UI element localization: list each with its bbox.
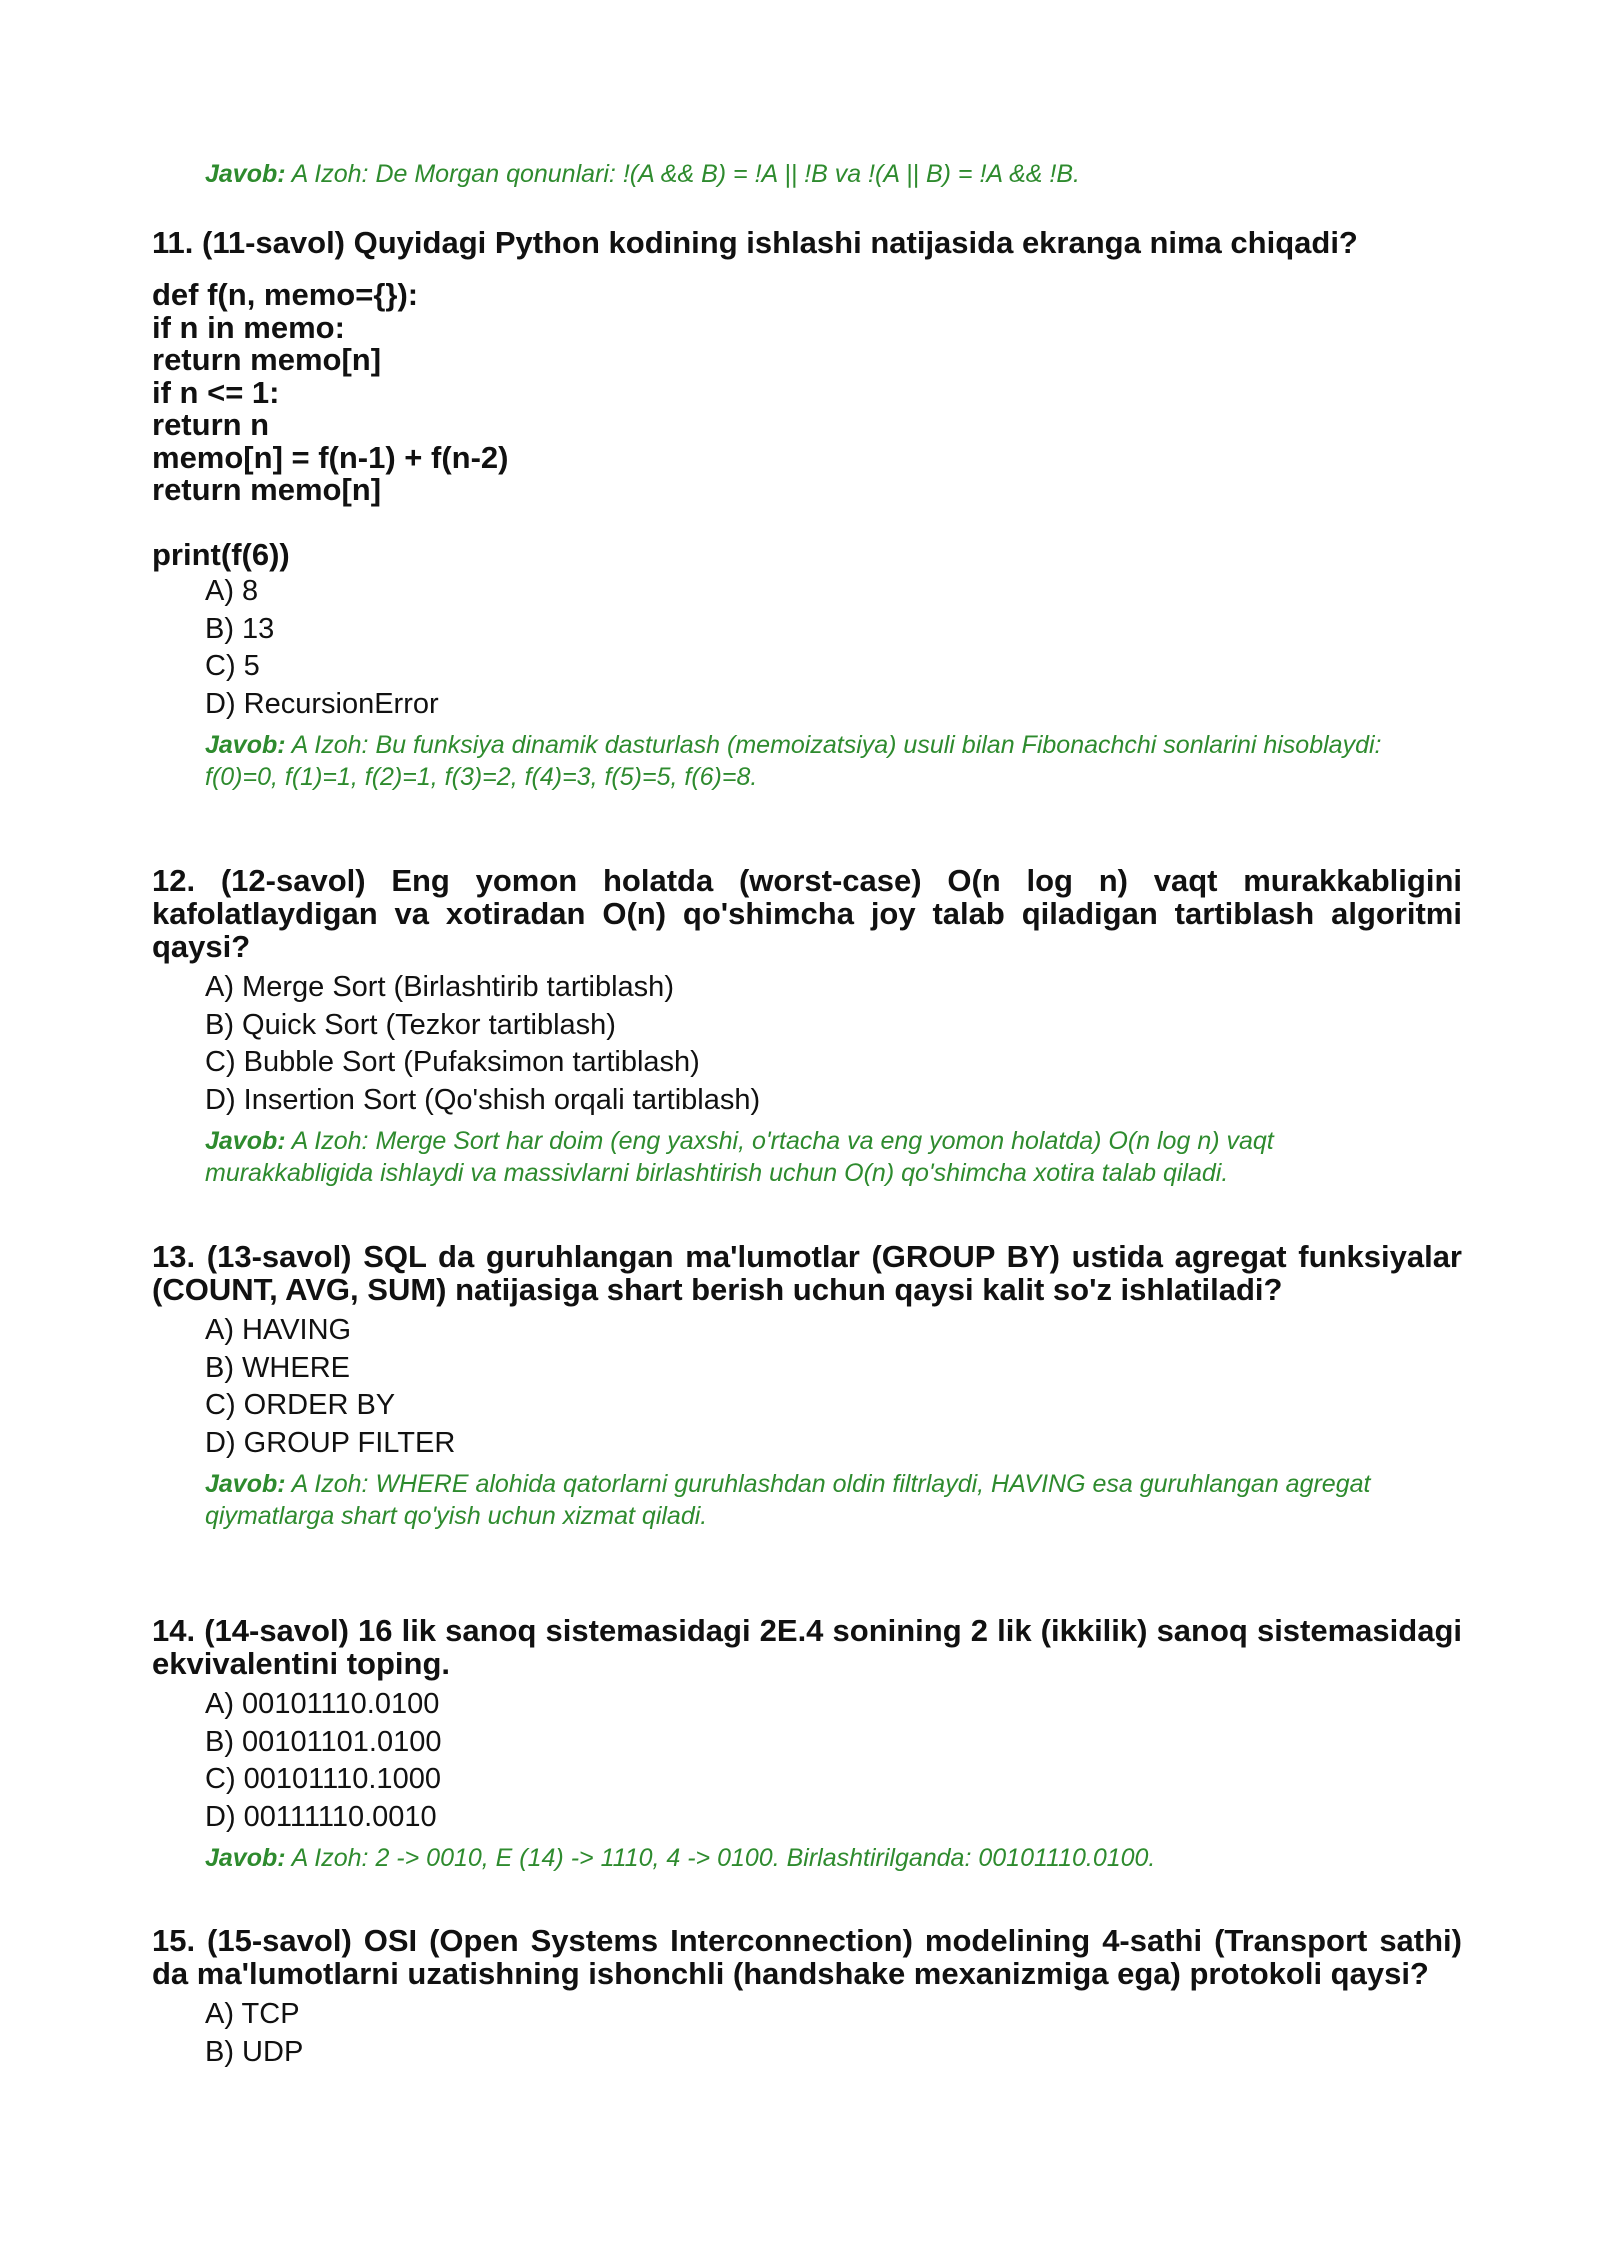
question-title: 11. (11-savol) Quyidagi Python kodining ishlashi natijasida ekranga nima chiqadi? [152, 225, 1358, 260]
code-line: return n [152, 407, 270, 442]
answer-label: Javob: [205, 1470, 286, 1498]
answer-label: Javob: [205, 731, 286, 759]
answer-q12 [205, 1125, 1415, 1189]
option-d: D) GROUP FILTER [205, 1426, 456, 1459]
option-b: B) WHERE [205, 1351, 350, 1384]
answer-label: Javob: [205, 160, 286, 188]
option-b: B) Quick Sort (Tezkor tartiblash) [205, 1008, 616, 1041]
code-line: if n in memo: [152, 309, 345, 345]
option-d: D) RecursionError [205, 687, 439, 720]
option-c: C) ORDER BY [205, 1389, 396, 1421]
option-b: B) 13 [205, 612, 275, 645]
answer-text: A Izoh: Merge Sort har doim (eng yaxshi, o'rtacha va eng yomon holatda) O(n log n) vaqt murakkabligida ishlaydi va massivlarni birlashtirish uchun O(n) qo'shimcha xotira talab qiladi. [205, 1127, 1274, 1187]
options-list [205, 1312, 1462, 1462]
answer-q14 [205, 1842, 1415, 1874]
code-line: def f(n, memo={}): [152, 277, 419, 312]
answer-text: A Izoh: De Morgan qonunlari: !(A && B) = !A || !B va !(A || B) = !A && !B. [285, 160, 1080, 188]
options-list [205, 969, 1462, 1119]
answer-q10 [205, 158, 1415, 190]
options-list [205, 1996, 1462, 2071]
code-line: return memo[n] [152, 472, 382, 507]
code-block [152, 279, 1462, 571]
option-a: A) Merge Sort (Birlashtirib tartiblash) [205, 971, 674, 1003]
option-d: D) Insertion Sort (Qo'shish orqali tartiblash) [205, 1083, 761, 1116]
code-line: if n <= 1: [152, 374, 280, 410]
option-a: A) HAVING [205, 1314, 352, 1346]
question-14 [152, 1614, 1462, 1874]
answer-text: A Izoh: Bu funksiya dinamik dasturlash (memoizatsiya) usuli bilan Fibonachchi sonlarini hisoblaydi: f(0)=0, f(1)=1, f(2)=1, f(3)=2, f(4)=3, f(5)=5, f(6)=8. [205, 731, 1382, 791]
option-b: B) UDP [205, 2035, 304, 2068]
question-13 [152, 1240, 1462, 1532]
answer-q11 [205, 729, 1415, 793]
option-a: A) 8 [205, 575, 259, 607]
answer-text: A Izoh: WHERE alohida qatorlarni guruhlashdan oldin filtrlaydi, HAVING esa guruhlangan agregat qiymatlarga shart qo'yish uchun xizmat qiladi. [205, 1470, 1371, 1530]
option-c: C) 5 [205, 650, 260, 682]
options-list [205, 1686, 1462, 1836]
answer-label: Javob: [205, 1844, 286, 1872]
option-b: B) 00101101.0100 [205, 1725, 442, 1758]
question-12 [152, 864, 1462, 1189]
option-c: C) Bubble Sort (Pufaksimon tartiblash) [205, 1046, 700, 1078]
code-line: print(f(6)) [152, 536, 290, 572]
option-d: D) 00111110.0010 [205, 1800, 437, 1833]
code-line: memo[n] = f(n-1) + f(n-2) [152, 439, 509, 475]
option-a: A) 00101110.0100 [205, 1688, 440, 1720]
question-title: 13. (13-savol) SQL da guruhlangan ma'lumotlar (GROUP BY) ustida agregat funksiyalar (COUNT, AVG, SUM) natijasiga shart berish uchun qaysi kalit so'z ishlatiladi? [152, 1239, 1462, 1307]
code-line: return memo[n] [152, 342, 382, 377]
option-a: A) TCP [205, 1998, 300, 2030]
answer-text: A Izoh: 2 -> 0010, E (14) -> 1110, 4 -> 0100. Birlashtirilganda: 00101110.0100. [285, 1844, 1156, 1872]
question-15 [152, 1924, 1462, 2071]
question-11 [152, 226, 1462, 793]
question-title: 14. (14-savol) 16 lik sanoq sistemasidagi 2E.4 sonining 2 lik (ikkilik) sanoq sistemasidagi ekvivalentini toping. [152, 1613, 1462, 1681]
options-list [205, 573, 1462, 723]
question-title: 15. (15-savol) OSI (Open Systems Interconnection) modelining 4-sathi (Transport sathi) da ma'lumotlarni uzatishning ishonchli (handshake mexanizmiga ega) protokoli qaysi? [152, 1923, 1462, 1991]
question-title: 12. (12-savol) Eng yomon holatda (worst-case) O(n log n) vaqt murakkabligini kafolatlaydigan va xotiradan O(n) qo'shimcha joy talab qiladigan tartiblash algoritmi qaysi? [152, 863, 1462, 964]
option-c: C) 00101110.1000 [205, 1763, 441, 1795]
answer-q13 [205, 1468, 1415, 1532]
answer-label: Javob: [205, 1127, 286, 1155]
